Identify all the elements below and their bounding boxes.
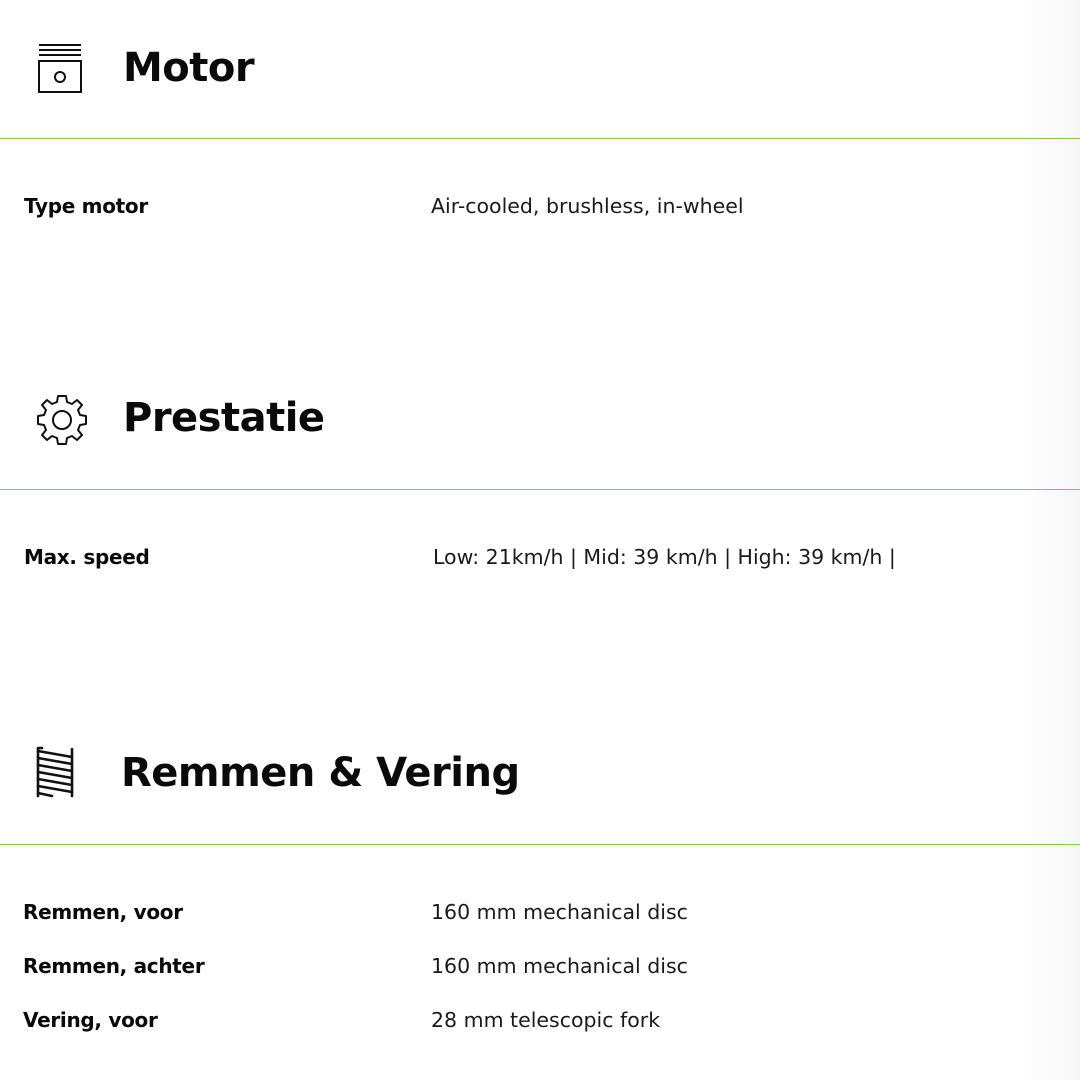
gear-icon — [34, 392, 90, 448]
spec-row — [0, 897, 1080, 927]
spec-label: Remmen, voor — [23, 900, 183, 924]
spec-value: Low: 21km/h | Mid: 39 km/h | High: 39 km/h | — [433, 545, 896, 569]
spec-label: Vering, voor — [23, 1008, 158, 1032]
spec-value: 28 mm telescopic fork — [431, 1008, 661, 1032]
spec-row — [0, 191, 1080, 221]
spec-row — [0, 1005, 1080, 1035]
spec-value: 160 mm mechanical disc — [431, 900, 688, 924]
section-title: Prestatie — [123, 395, 325, 441]
section-motor — [0, 0, 1080, 218]
section-header-remmen-vering — [0, 706, 1080, 845]
spring-icon — [32, 744, 88, 800]
spec-label: Type motor — [24, 194, 148, 218]
section-title: Motor — [123, 45, 255, 91]
section-prestatie — [0, 351, 1080, 569]
section-remmen-vering — [0, 706, 1080, 1032]
spec-row — [0, 951, 1080, 981]
section-title: Remmen & Vering — [121, 750, 520, 796]
piston-icon — [34, 40, 90, 96]
spec-label: Max. speed — [24, 545, 150, 569]
section-header-prestatie — [0, 351, 1080, 490]
spec-row — [0, 542, 1080, 572]
spec-value: 160 mm mechanical disc — [431, 954, 688, 978]
spec-label: Remmen, achter — [23, 954, 205, 978]
section-header-motor — [0, 0, 1080, 139]
spec-value: Air-cooled, brushless, in-wheel — [431, 194, 744, 218]
